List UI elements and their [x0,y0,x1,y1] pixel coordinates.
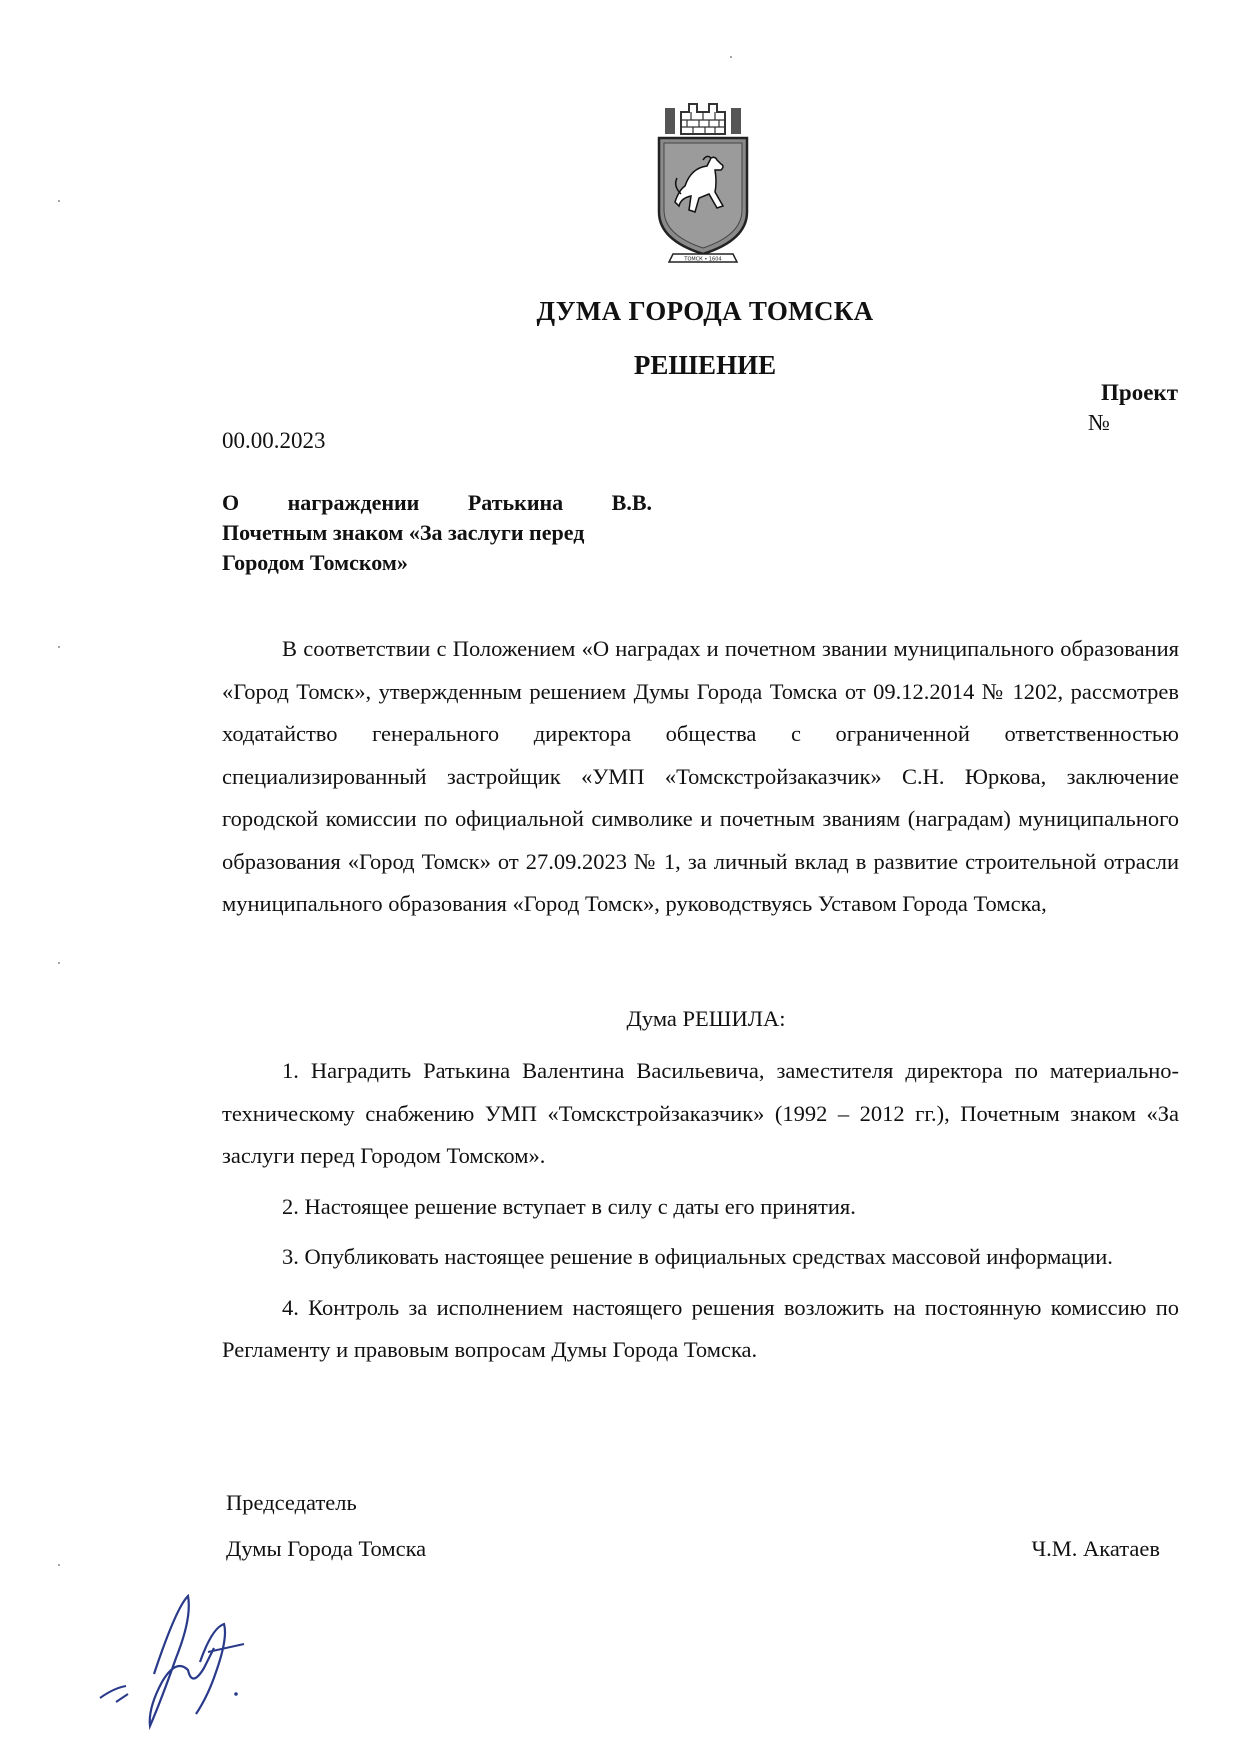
signatory-name: Ч.М. Акатаев [1031,1536,1160,1561]
document-type: РЕШЕНИЕ [633,350,777,380]
subject-line: О награждении Ратькина В.В. [222,490,652,515]
resolution-item: 2. Настоящее решение вступает в силу с даты его принятия. [282,1193,856,1219]
organization-title: ДУМА ГОРОДА ТОМСКА [536,296,874,326]
subject-line: Городом Томском» [222,550,408,575]
resolution-item: 1. Наградить Ратькина Валентина Васильевича, заместителя директора по материально-техническому снабжению УМП «Томскстройзаказчик» (1992 – 2012 гг.), Почетным знаком «За заслуги перед Городом Томском». [222,1058,1179,1168]
scan-speck [58,646,60,648]
draft-label: Проект [1101,380,1178,405]
number-label: № [1088,410,1110,435]
subject-line: Почетным знаком «За заслуги перед [222,520,585,545]
resolution-item: 3. Опубликовать настоящее решение в официальных средствах массовой информации. [282,1244,1113,1269]
document-date: 00.00.2023 [222,428,326,453]
handwritten-signature-icon [96,1588,256,1738]
position-line: Думы Города Томска [226,1536,427,1561]
resolution-items [222,1050,1179,1380]
scan-speck [58,962,60,964]
signatory-position [226,1480,426,1572]
scan-speck [730,56,732,58]
svg-text:ТОМСК • 1604: ТОМСК • 1604 [684,256,722,263]
tomsk-coat-of-arms-icon [651,94,755,270]
preamble-paragraph: В соответствии с Положением «О наградах и почетном звании муниципального образования «Город Томск», утвержденным решением Думы Города Томска от 09.12.2014 № 1202, рассмотрев ходатайство генерального директора общества с ограниченной ответственностью специализированный застройщик «УМП «Томскстройзаказчик» С.Н. Юркова, заключение городской комиссии по официальной символике и почетным званиям (наградам) муниципального образования «Город Томск» от 27.09.2023 № 1, за личный вклад в развитие строительной отрасли муниципального образования «Город Томск», руководствуясь Уставом Города Томска, [222,636,1179,916]
scan-speck [58,1564,60,1566]
scan-speck [58,200,60,202]
position-line: Председатель [226,1490,357,1515]
document-subject [222,488,652,578]
resolution-heading: Дума РЕШИЛА: [626,1006,786,1031]
resolution-item: 4. Контроль за исполнением настоящего решения возложить на постоянную комиссию по Регламенту и правовым вопросам Думы Города Томска. [222,1294,1179,1362]
